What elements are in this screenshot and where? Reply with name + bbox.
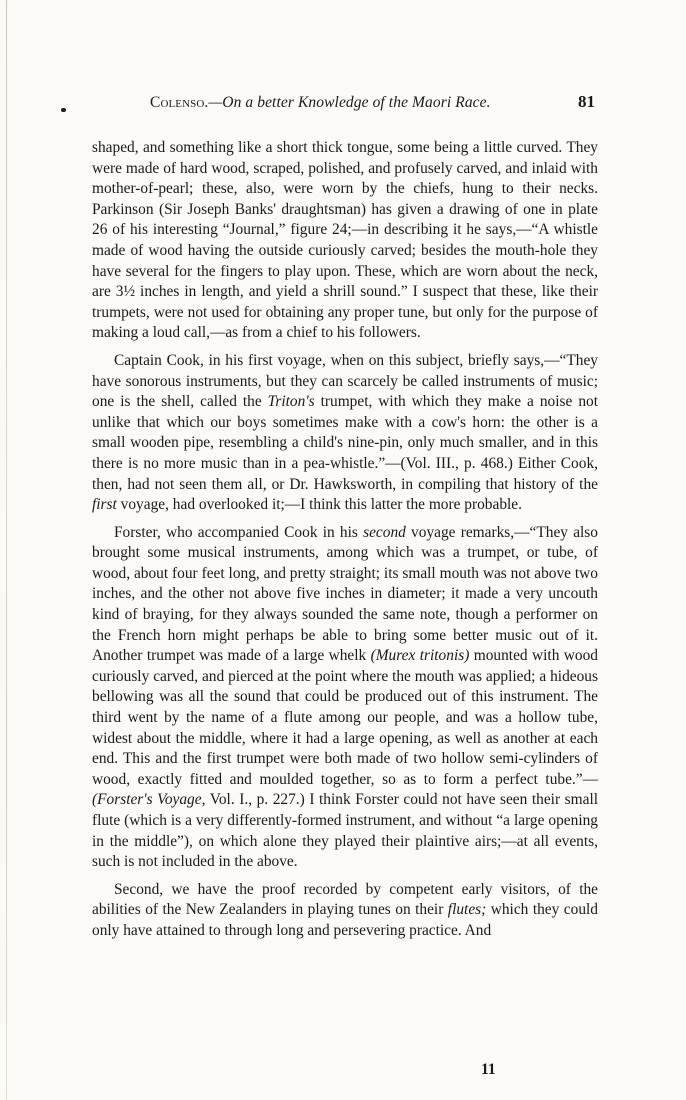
paragraph-2-text-a: Captain Cook, in his first voyage, when on this subject, briefly says,—“They have sonorous instruments, but they can scarcely be called instruments of music; one is the shell, called the xyxy=(92,351,598,411)
paragraph-2-text-b: trumpet, with which they make a noise not unlike that which our boys sometimes make with a cow's horn: the other is a small wooden pipe, resembling a child's nine-pin, only much smaller, and in this there is no more music than in a pea-whistle.”—(Vol. III., p. 468.) Either Cook, then, had not seen them all, or Dr. Hawksworth, in compiling that history of the xyxy=(92,393,598,493)
fraction-half: ½ xyxy=(123,283,136,301)
header-title: —On a better Knowledge of the Maori Race. xyxy=(208,94,491,111)
paragraph-2-text-c: voyage, had overlooked it;—I think this latter the more probable. xyxy=(116,496,522,514)
paragraph-4-text-a: Second, we have the proof recorded by competent early visitors, of the abilities of the New Zealanders in playing tunes on their xyxy=(92,880,598,919)
paragraph-3 xyxy=(92,523,598,873)
paragraph-1-text-b: inches in length, and yield a shrill sound.” I suspect that these, like their trumpets, were not used for obtaining any proper tune, but only for the purpose of making a loud call,—as from a chief to his followers. xyxy=(92,283,598,342)
paragraph-1-text-a: shaped, and something like a short thick tongue, some being a little curved. They were made of hard wood, scraped, polished, and profusely carved, and inlaid with mother-of-pearl; these, also, were worn by the chiefs, hung to their necks. Parkinson (Sir Joseph Banks' draughtsman) has given a drawing of one in plate 26 of his interesting “Journal,” figure 24;—in describing it he says,—“A whistle made of wood having the outside curiously carved; besides the mouth-hole they have several for the fingers to play upon. These, which are worn about the neck, are 3 xyxy=(92,139,598,301)
paragraph-3-text-a: Forster, who accompanied Cook in his xyxy=(114,523,364,541)
header-author: Colenso. xyxy=(150,94,209,111)
paragraph-1 xyxy=(92,138,598,344)
body-text xyxy=(92,131,598,942)
italic-first: first xyxy=(92,496,117,514)
italic-flutes: flutes; xyxy=(447,901,487,919)
italic-tritons: Triton's xyxy=(267,393,315,411)
paragraph-3-text-b: voyage remarks,—“They also brought some musical instruments, among which was a trumpet, or tube, of wood, about four feet long, and pretty straight; its small mouth was not above two inches, and the other not above five inches in diameter; it made a very uncouth kind of braying, for they always sounded the same note, though a performer on the French horn might perhaps be able to bring some better music out of it. Another trumpet was made of a large whelk xyxy=(92,523,598,665)
margin-ink-mark xyxy=(61,108,66,112)
italic-forsters-voyage: (Forster's Voyage, xyxy=(92,791,206,809)
italic-second: second xyxy=(363,523,406,541)
paragraph-3-text-c: mounted with wood curiously carved, and pierced at the point where the mouth was applied; a hideous bellowing was all the sound that could be produced out of this instrument. The third went by the name of a flute among our people, and was a hollow tube, widest about the middle, where it had a large opening, as well as another at each end. This and the first trumpet were both made of two hollow semi-cylinders of wood, exactly fitted and moulded together, so as to form a perfect tube.”— xyxy=(92,647,599,788)
paragraph-4-text-b: which they could only have attained to through long and persevering practice. And xyxy=(92,901,598,939)
paragraph-3-text-d: Vol. I., p. 227.) I think Forster could not have seen their small flute (which is a very differently-formed instrument, and without “a large opening in the middle”), on which alone they played their plaintive airs;—at all events, such is not included in the above. xyxy=(92,791,598,871)
paragraph-2 xyxy=(92,351,598,516)
page-number: 81 xyxy=(578,92,595,111)
binding-edge-rule xyxy=(6,0,7,1100)
running-header xyxy=(150,94,630,118)
paragraph-4 xyxy=(92,880,598,942)
italic-murex-tritonis: (Murex tritonis) xyxy=(370,647,470,665)
signature-mark: 11 xyxy=(481,1061,496,1078)
